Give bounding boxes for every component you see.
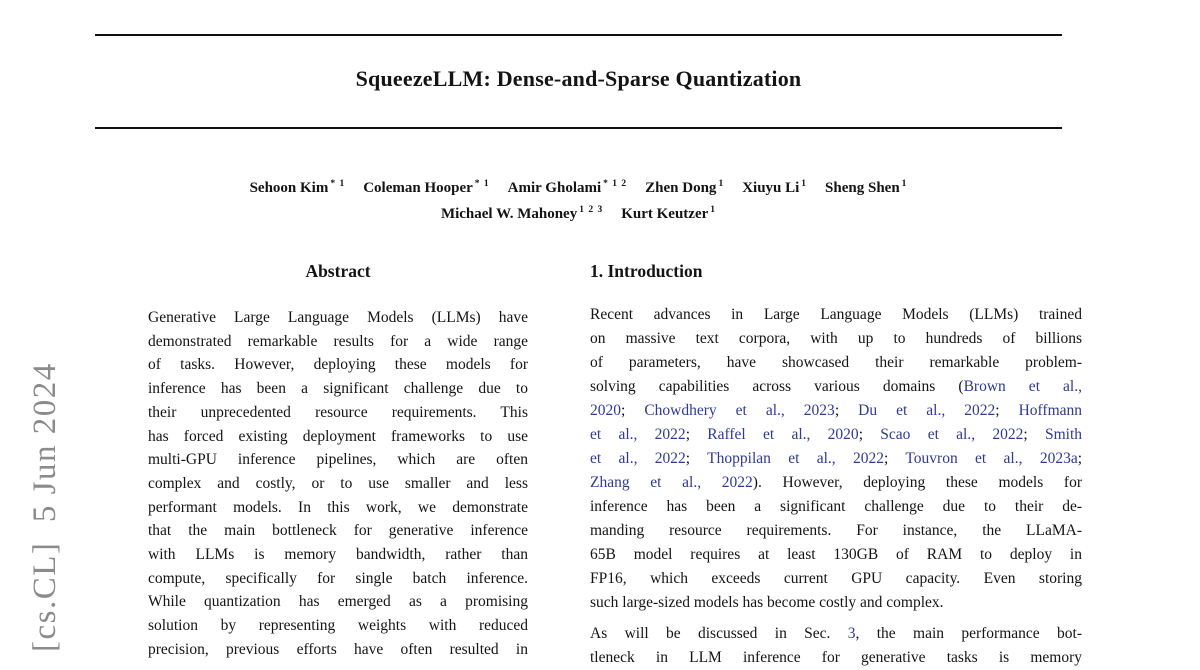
author-name: Amir Gholami — [507, 180, 602, 196]
text-run: tleneck in LLM inference for generative tasks is memory — [590, 649, 1082, 666]
text-run: , the main performance bot- — [855, 625, 1082, 642]
author-entry — [441, 206, 603, 222]
abstract-line: compute, specifically for single batch inference. — [148, 569, 528, 587]
text-run: such large-sized models has become costly and complex. — [590, 594, 944, 611]
citation-link[interactable]: Thoppilan et al., 2022 — [707, 450, 885, 467]
paragraph — [590, 622, 1082, 670]
citation-link[interactable]: Raffel et al., 2020 — [707, 426, 859, 443]
citation-link[interactable]: Hoffmann — [1018, 402, 1083, 419]
text-run: 65B model requires at least 130GB of RAM to deploy in — [590, 546, 1082, 563]
author-affiliation-superscript: * 1 — [330, 179, 346, 189]
body-line — [590, 423, 1082, 447]
text-run: ; — [1023, 426, 1045, 443]
authors-line-1 — [95, 173, 1062, 199]
body-line — [590, 471, 1082, 495]
author-block — [95, 173, 1062, 225]
author-entry — [363, 180, 489, 196]
author-affiliation-superscript: 1 — [901, 179, 908, 189]
author-name: Xiuyu Li — [742, 180, 800, 196]
author-entry — [508, 180, 627, 196]
abstract-line: that the main bottleneck for generative inference — [148, 522, 528, 540]
text-run: ; — [858, 426, 881, 443]
author-name: Zhen Dong — [645, 180, 717, 196]
text-run: ; — [884, 450, 906, 467]
abstract-line: solution by representing weights with reduced — [148, 617, 528, 635]
introduction-heading: 1. Introduction — [590, 261, 703, 281]
abstract-line: their unprecedented resource requirements. This — [148, 403, 528, 421]
author-name: Sehoon Kim — [249, 180, 329, 196]
body-line — [590, 495, 1082, 519]
text-run: ; — [685, 426, 708, 443]
body-line — [590, 591, 1082, 615]
body-line — [590, 622, 1082, 646]
abstract-line: While quantization has emerged as a promising — [148, 593, 528, 611]
author-entry — [621, 206, 716, 222]
text-run: ; — [995, 402, 1019, 419]
text-run: manding resource requirements. For instance, the LLaMA- — [590, 522, 1082, 539]
citation-link[interactable]: Zhang et al., 2022 — [590, 474, 753, 491]
abstract-line: Generative Large Language Models (LLMs) have — [148, 309, 528, 326]
author-entry — [250, 180, 346, 196]
abstract-line: demonstrated remarkable results for a wide range — [148, 332, 528, 350]
body-line — [590, 519, 1082, 543]
text-run: ). However, deploying these models for — [752, 474, 1082, 491]
author-entry — [825, 180, 907, 196]
title-rule-bottom — [95, 127, 1062, 129]
author-name: Coleman Hooper — [363, 180, 473, 196]
author-name: Michael W. Mahoney — [440, 206, 578, 222]
author-name: Kurt Keutzer — [621, 206, 709, 222]
citation-link[interactable]: Touvron et al., 2023a — [905, 450, 1078, 467]
abstract-line: complex and costly, or to use smaller and less — [148, 474, 528, 492]
authors-line-2 — [95, 199, 1062, 225]
citation-link[interactable]: Chowdhery et al., 2023 — [644, 402, 835, 419]
text-run: As will be discussed in Sec. — [590, 625, 848, 642]
body-line — [590, 375, 1082, 399]
body-line — [590, 351, 1082, 375]
citation-link[interactable]: 2020 — [590, 402, 621, 419]
text-run: ; — [685, 450, 708, 467]
abstract-body — [148, 306, 528, 662]
text-run: Recent advances in Large Language Models (LLMs) trained — [590, 306, 1082, 323]
abstract-line: of tasks. However, deploying these models for — [148, 356, 528, 374]
text-run: inference has been a significant challenge due to their de- — [590, 498, 1082, 515]
author-affiliation-superscript: 1 — [710, 205, 717, 215]
text-run: on massive text corpora, with up to hundreds of billions — [590, 330, 1082, 347]
paragraph — [590, 303, 1082, 615]
author-entry — [742, 180, 807, 196]
author-affiliation-superscript: 1 — [801, 179, 808, 189]
abstract-line: multi-GPU inference pipelines, which are often — [148, 451, 528, 469]
paper-title: SqueezeLLM: Dense-and-Sparse Quantization — [355, 66, 802, 91]
citation-link[interactable]: Smith — [1044, 426, 1083, 443]
title-rule-top — [95, 34, 1062, 36]
abstract-line: has forced existing deployment frameworks to use — [148, 427, 528, 445]
text-run: ; — [621, 402, 645, 419]
body-line — [590, 543, 1082, 567]
text-run: ; — [1077, 450, 1083, 467]
introduction-body — [590, 303, 1082, 670]
author-entry — [645, 180, 724, 196]
citation-link[interactable]: Scao et al., 2022 — [880, 426, 1024, 443]
abstract-line: performant models. In this work, we demonstrate — [148, 498, 528, 516]
abstract-line: with LLMs is memory bandwidth, rather than — [148, 546, 528, 564]
text-run: FP16, which exceeds current GPU capacity. Even storing — [590, 570, 1082, 587]
text-run: solving capabilities across various domains ( — [590, 378, 964, 395]
citation-link[interactable]: 3 — [847, 625, 856, 642]
author-name: Sheng Shen — [825, 180, 900, 196]
abstract-line: precision, previous efforts have often resulted in — [148, 640, 528, 658]
body-line — [590, 567, 1082, 591]
arxiv-watermark: [cs.CL] 5 Jun 2024 — [27, 362, 63, 652]
author-affiliation-superscript: * 1 — [474, 179, 490, 189]
text-run: ; — [834, 402, 859, 419]
abstract-line: inference has been a significant challenge due to — [148, 380, 528, 398]
body-line — [590, 327, 1082, 351]
author-affiliation-superscript: 1 — [718, 179, 725, 189]
author-affiliation-superscript: 1 2 3 — [579, 205, 604, 215]
citation-link[interactable]: et al., 2022 — [590, 450, 686, 467]
body-line — [590, 303, 1082, 327]
body-line — [590, 399, 1082, 423]
citation-link[interactable]: Du et al., 2022 — [858, 402, 996, 419]
citation-link[interactable]: et al., 2022 — [590, 426, 686, 443]
abstract-heading: Abstract — [305, 261, 371, 281]
body-line — [590, 447, 1082, 471]
citation-link[interactable]: Brown et al., — [963, 378, 1082, 395]
text-run: of parameters, have showcased their remarkable problem- — [590, 354, 1082, 371]
body-line — [590, 646, 1082, 670]
author-affiliation-superscript: * 1 2 — [603, 179, 628, 189]
